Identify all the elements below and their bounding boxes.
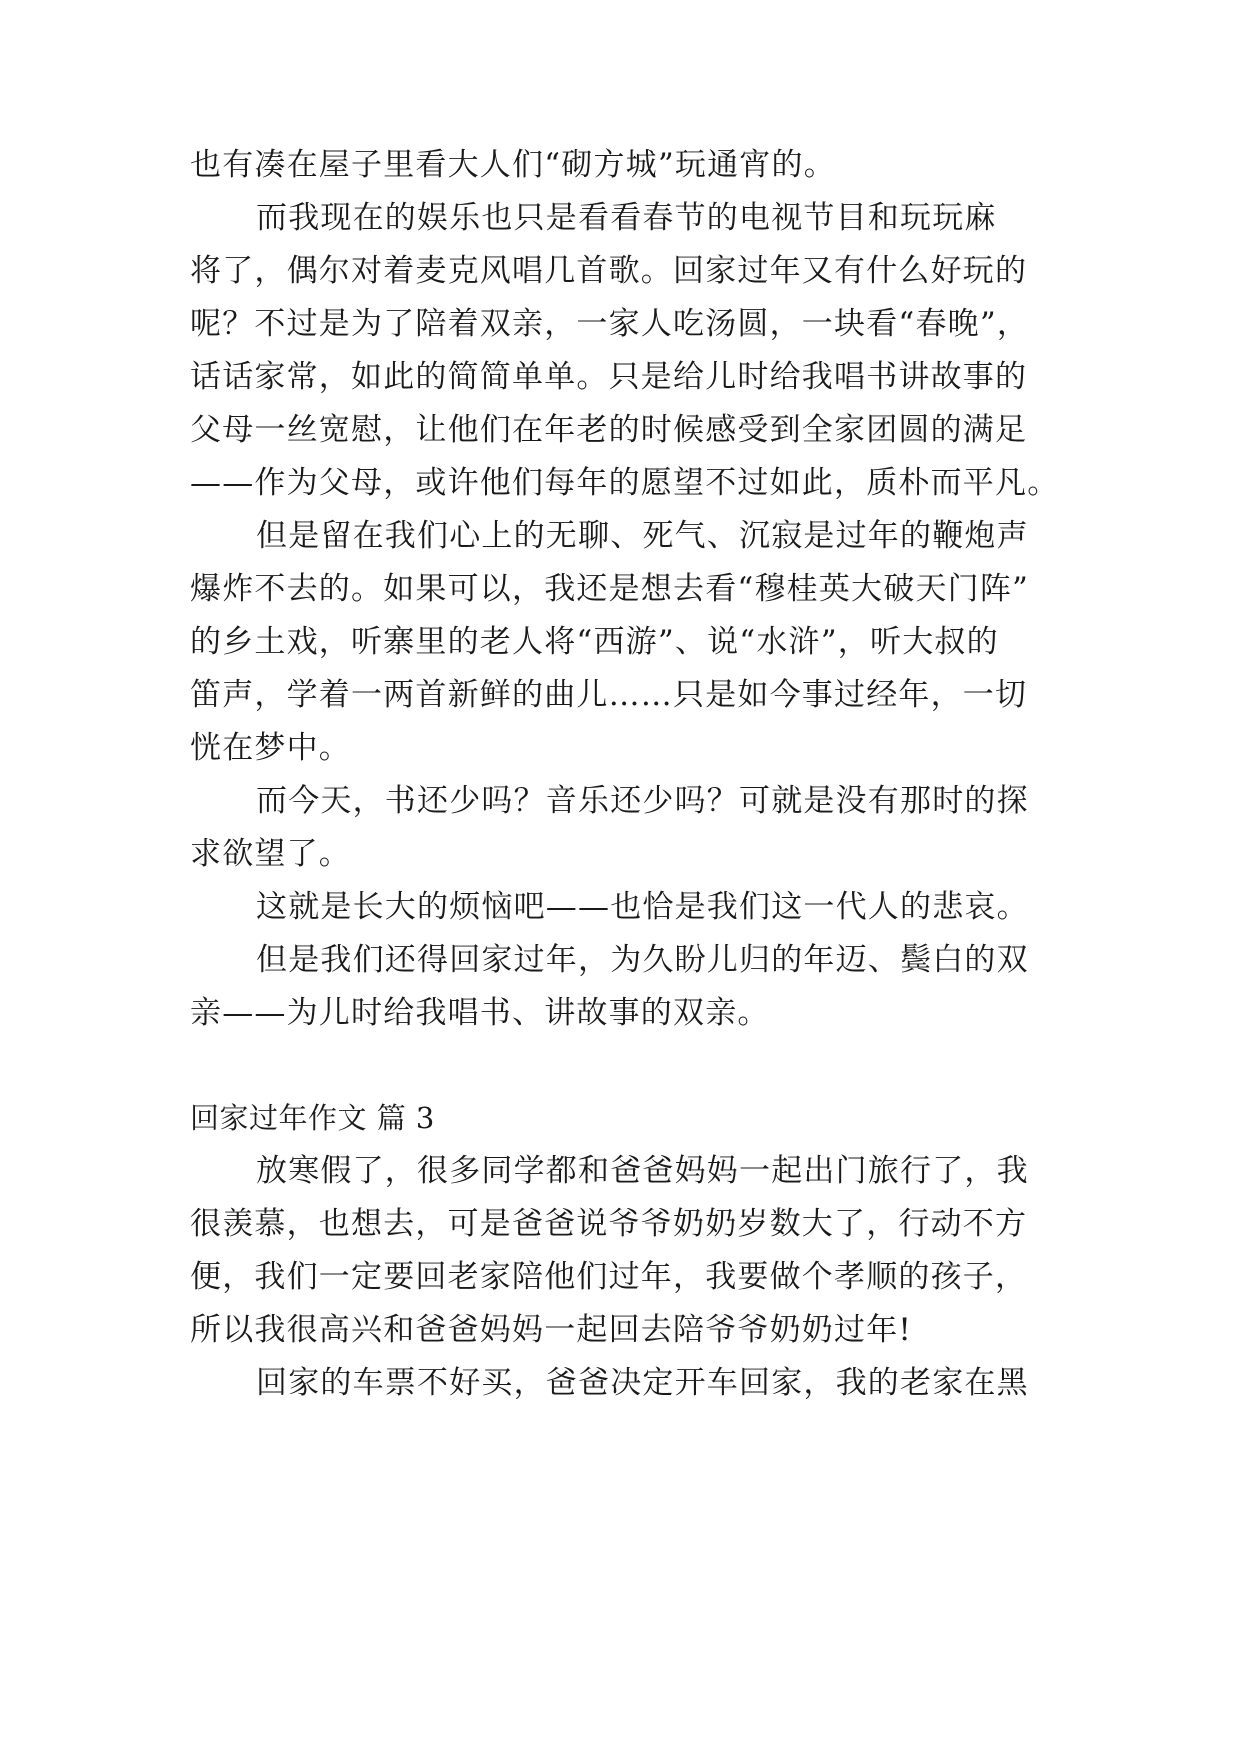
text-line: 父母一丝宽慰，让他们在年老的时候感受到全家团圆的满足 <box>190 412 1028 448</box>
text-line: 所以我很高兴和爸爸妈妈一起回去陪爷爷奶奶过年! <box>190 1312 913 1348</box>
text-line: 求欲望了。 <box>190 836 351 872</box>
text-line: 而今天，书还少吗？音乐还少吗？可就是没有那时的探 <box>256 783 1029 819</box>
text-line: 将了，偶尔对着麦克风唱几首歌。回家过年又有什么好玩的 <box>190 253 1028 289</box>
text-line: 很羡慕，也想去，可是爸爸说爷爷奶奶岁数大了，行动不方 <box>190 1206 1028 1242</box>
text-line: 回家的车票不好买，爸爸决定开车回家，我的老家在黑 <box>256 1365 1029 1401</box>
text-line: 亲——为儿时给我唱书、讲故事的双亲。 <box>190 995 770 1031</box>
text-line: 但是我们还得回家过年，为久盼儿归的年迈、鬓白的双 <box>256 942 1029 978</box>
section-heading: 回家过年作文 篇 3 <box>190 1101 435 1135</box>
text-line: 笛声，学着一两首新鲜的曲儿……只是如今事过经年，一切 <box>190 677 1028 713</box>
text-line: 但是留在我们心上的无聊、死气、沉寂是过年的鞭炮声 <box>256 518 1029 554</box>
text-line: 话话家常，如此的简简单单。只是给儿时给我唱书讲故事的 <box>190 359 1028 395</box>
text-line: 便，我们一定要回老家陪他们过年，我要做个孝顺的孩子， <box>190 1259 1028 1295</box>
text-line: 爆炸不去的。如果可以，我还是想去看“穆桂英大破天门阵” <box>190 571 1030 607</box>
text-line: ——作为父母，或许他们每年的愿望不过如此，质朴而平凡。 <box>190 465 1060 501</box>
text-line: 放寒假了，很多同学都和爸爸妈妈一起出门旅行了，我 <box>256 1153 1029 1189</box>
text-line: 而我现在的娱乐也只是看看春节的电视节目和玩玩麻 <box>256 200 997 236</box>
text-line: 这就是长大的烦恼吧——也恰是我们这一代人的悲哀。 <box>256 889 1029 925</box>
text-line: 恍在梦中。 <box>190 730 351 766</box>
text-line: 也有凑在屋子里看大人们“砌方城”玩通宵的。 <box>190 147 836 183</box>
text-line: 的乡土戏，听寨里的老人将“西游”、说“水浒”，听大叔的 <box>190 624 999 660</box>
text-line: 呢？不过是为了陪着双亲，一家人吃汤圆，一块看“春晚”， <box>190 306 1030 342</box>
